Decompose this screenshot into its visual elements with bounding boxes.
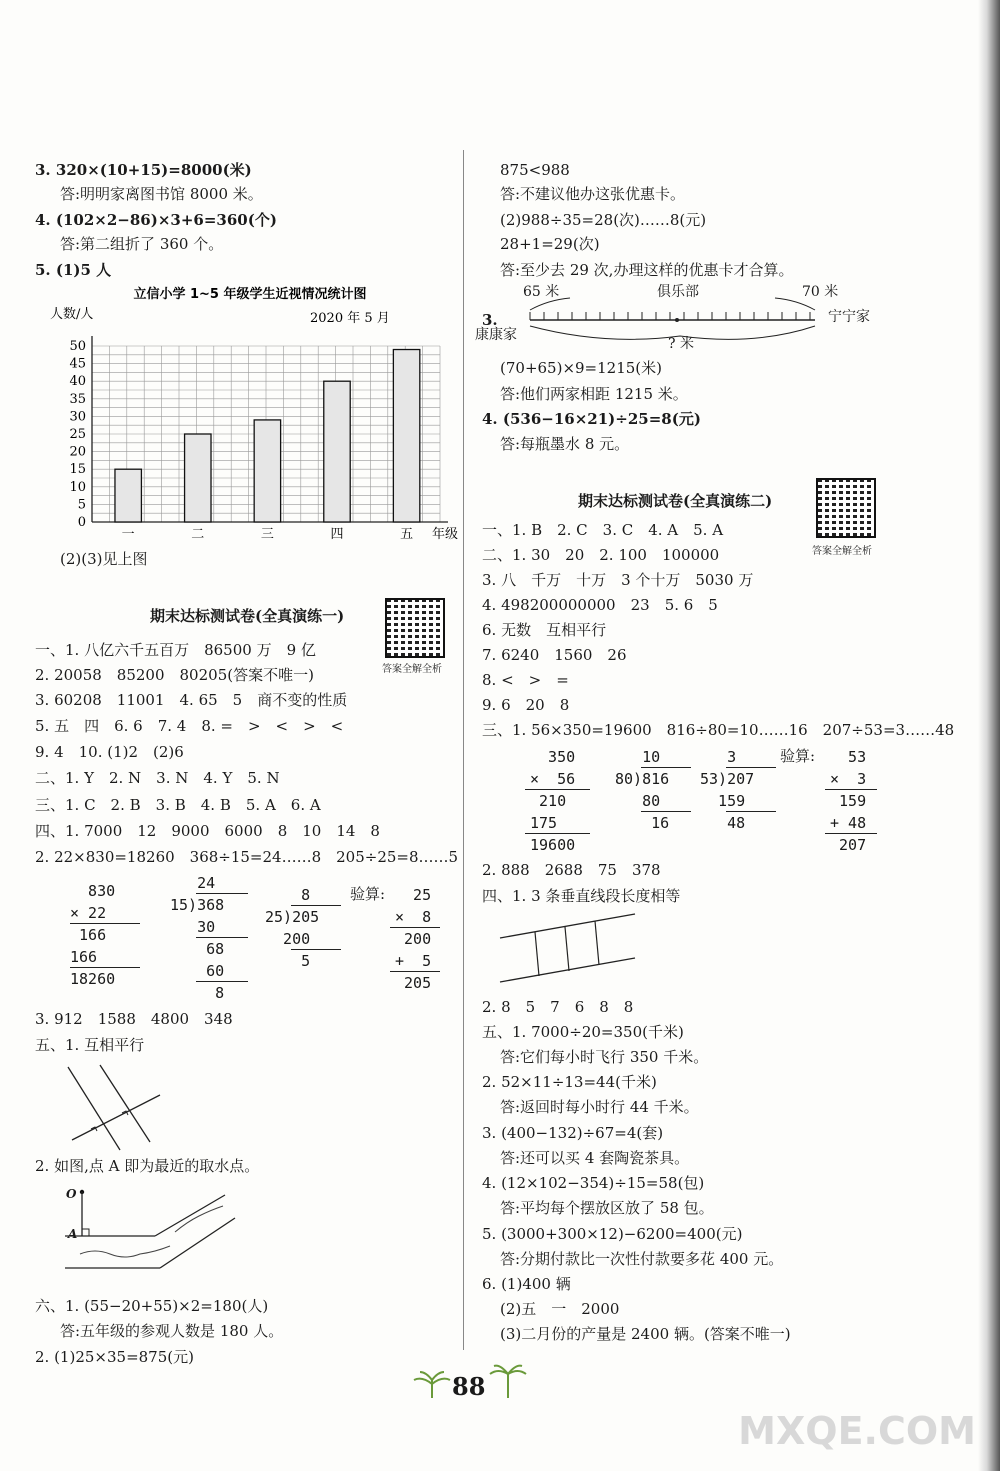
answer-line: 答:明明家离图书馆 8000 米。 xyxy=(60,185,263,203)
answer-line: 28+1=29(次) xyxy=(500,235,600,253)
place-label: 康康家 xyxy=(475,327,517,343)
vertical-calc: 8 25)205 200 5 xyxy=(265,886,320,970)
distance-label: 65 米 xyxy=(523,284,560,300)
answer-line: (2)五 一 2000 xyxy=(500,1300,620,1318)
calc-rule xyxy=(825,833,877,834)
answer-line: 3. (400−132)÷67=4(套) xyxy=(482,1124,664,1142)
calc-rule xyxy=(525,789,590,790)
answer-line: 9. 4 10. (1)2 (2)6 xyxy=(35,743,184,761)
answer-line: 答:分期付款比一次性付款要多花 400 元。 xyxy=(500,1250,784,1268)
y-tick-label: 5 xyxy=(77,497,86,513)
answer-line: 7. 6240 1560 26 xyxy=(482,646,627,664)
chart-date: 2020 年 5 月 xyxy=(310,311,390,326)
answer-line: 5. (1)5 人 xyxy=(35,261,112,279)
answer-line: 3. 320×(10+15)=8000(米) xyxy=(35,161,252,179)
answer-line: 答:第二组折了 360 个。 xyxy=(60,235,224,253)
vertical-calc: 3 53)207 159 48 xyxy=(700,748,755,832)
answer-line: 2. 8 5 7 6 8 8 xyxy=(482,998,634,1016)
answer-line: 6. 无数 互相平行 xyxy=(482,621,607,639)
vertical-calc: 53 × 3 159 + 48 207 xyxy=(830,748,867,854)
answer-line: 2. 22×830=18260 368÷15=24……8 205÷25=8……5 xyxy=(35,848,459,866)
answer-line: 答:平均每个摆放区放了 58 包。 xyxy=(500,1199,714,1217)
distance-label: ? 米 xyxy=(668,336,694,352)
answer-line: 5. 五 四 6. 6 7. 4 8. = > < > < xyxy=(35,717,344,735)
vertical-calc: 830 × 22 166 166 18260 xyxy=(70,882,116,988)
section-title: 期末达标测试卷(全真演练二) xyxy=(578,492,773,510)
answer-line: 2. 888 2688 75 378 xyxy=(482,861,661,879)
answer-line: 答:他们两家相距 1215 米。 xyxy=(500,385,688,403)
answer-line: 8. < > = xyxy=(482,671,569,689)
answer-line: 五、1. 7000÷20=350(千米) xyxy=(482,1023,684,1041)
qr-caption: 答案全解全析 xyxy=(812,546,872,557)
calc-rule xyxy=(196,981,248,982)
calc-rule xyxy=(390,971,440,972)
answer-line: (2)(3)见上图 xyxy=(60,550,148,568)
answer-line: 答:每瓶墨水 8 元。 xyxy=(500,435,630,453)
answer-line: 答:还可以买 4 套陶瓷茶具。 xyxy=(500,1149,690,1167)
answer-line: (70+65)×9=1215(米) xyxy=(500,359,663,377)
y-tick-label: 15 xyxy=(69,462,86,478)
answer-line: 三、1. C 2. B 3. B 4. B 5. A 6. A xyxy=(35,796,321,814)
calc-rule xyxy=(196,893,248,894)
bar xyxy=(393,350,419,522)
answer-line: 3. 八 千万 十万 3 个十万 5030 万 xyxy=(482,571,754,589)
column-divider xyxy=(463,150,464,1350)
palm-decoration-icon xyxy=(488,1364,528,1400)
answer-line: 2. 52×11÷13=44(千米) xyxy=(482,1073,657,1091)
calc-rule xyxy=(70,923,140,924)
answer-line: 一、1. B 2. C 3. C 4. A 5. A xyxy=(482,521,724,539)
bar xyxy=(324,381,350,522)
calc-check-label: 验算: xyxy=(350,885,386,903)
calc-rule xyxy=(525,833,590,834)
x-tick-label: 二 xyxy=(191,527,205,542)
y-tick-label: 25 xyxy=(69,427,86,442)
answer-line: 答:五年级的参观人数是 180 人。 xyxy=(60,1322,284,1340)
bar-chart xyxy=(40,282,460,552)
page-number: 88 xyxy=(452,1372,486,1401)
place-label: 俱乐部 xyxy=(657,284,699,300)
answer-line: 三、1. 56×350=19600 816÷80=10……16 207÷53=3……48 xyxy=(482,721,955,739)
club-point xyxy=(675,318,679,322)
chart-title: 立信小学 1~5 年级学生近视情况统计图 xyxy=(133,287,367,302)
section-title: 期末达标测试卷(全真演练一) xyxy=(150,607,345,625)
answer-line: 2. (1)25×35=875(元) xyxy=(35,1348,194,1366)
answer-line: 四、1. 7000 12 9000 6000 8 10 14 8 xyxy=(35,822,380,840)
answer-line: 二、1. Y 2. N 3. N 4. Y 5. N xyxy=(35,769,280,787)
distance-label: 70 米 xyxy=(802,284,839,300)
parallel-lines-figure xyxy=(60,1062,170,1152)
calc-rule xyxy=(70,967,140,968)
calc-rule xyxy=(726,767,776,768)
y-tick-label: 0 xyxy=(77,515,86,530)
watermark: MXQE.COM xyxy=(738,1409,976,1453)
bar-chart-svg xyxy=(40,282,460,552)
y-tick-label: 40 xyxy=(69,374,86,390)
point-label: O xyxy=(66,1187,77,1201)
answer-line: 五、1. 互相平行 xyxy=(35,1036,145,1054)
answer-line: 4. (12×102−354)÷15=58(包) xyxy=(482,1174,705,1192)
x-axis-label: 年级 xyxy=(432,527,459,542)
answer-line: 4. (536−16×21)÷25=8(元) xyxy=(482,410,701,428)
vertical-calc: 350 × 56 210 175 19600 xyxy=(530,748,576,854)
y-tick-label: 30 xyxy=(69,409,86,425)
answer-line: 5. (3000+300×12)−6200=400(元) xyxy=(482,1225,743,1243)
answer-line: 四、1. 3 条垂直线段长度相等 xyxy=(482,887,681,905)
calc-check-label: 验算: xyxy=(780,747,816,765)
qr-caption: 答案全解全析 xyxy=(382,664,442,675)
answer-line: 3. 60208 11001 4. 65 5 商不变的性质 xyxy=(35,691,348,709)
vertical-calc: 24 15)368 30 68 60 8 xyxy=(170,874,225,1002)
x-tick-label: 五 xyxy=(400,527,414,542)
y-tick-label: 50 xyxy=(69,339,86,354)
y-tick-label: 10 xyxy=(69,479,86,495)
bar xyxy=(185,434,211,522)
calc-rule xyxy=(641,811,691,812)
answer-line: (2)988÷35=28(次)……8(元) xyxy=(500,211,707,229)
answer-line: 6. (1)400 辆 xyxy=(482,1275,571,1293)
answer-line: 一、1. 八亿六千五百万 86500 万 9 亿 xyxy=(35,641,316,659)
answer-line: 875<988 xyxy=(500,161,570,179)
calc-rule xyxy=(196,937,248,938)
y-axis-label: 人数/人 xyxy=(50,307,94,322)
answer-line: 9. 6 20 8 xyxy=(482,696,570,714)
answer-line: 二、1. 30 20 2. 100 100000 xyxy=(482,546,720,564)
y-tick-label: 45 xyxy=(69,356,86,372)
calc-rule xyxy=(291,905,341,906)
y-tick-label: 35 xyxy=(69,391,86,407)
calc-rule xyxy=(825,789,877,790)
perpendicular-segments-figure xyxy=(495,910,645,990)
x-tick-label: 四 xyxy=(330,527,344,542)
answer-line: 答:不建议他办这张优惠卡。 xyxy=(500,185,686,203)
answer-line: 答:它们每小时飞行 350 千米。 xyxy=(500,1048,709,1066)
vertical-calc: 25 × 8 200 + 5 205 xyxy=(395,886,432,992)
page-edge-shadow xyxy=(978,0,1000,1471)
answer-line: 2. 如图,点 A 即为最近的取水点。 xyxy=(35,1157,260,1175)
qr-code-icon xyxy=(816,478,876,538)
point-label: A xyxy=(68,1227,78,1241)
water-point-figure xyxy=(60,1180,240,1275)
qr-code-icon xyxy=(385,598,445,658)
answer-line: 答:至少去 29 次,办理这样的优惠卡才合算。 xyxy=(500,261,794,279)
answer-line: 六、1. (55−20+55)×2=180(人) xyxy=(35,1297,269,1315)
answer-line: 2. 20058 85200 80205(答案不唯一) xyxy=(35,666,314,684)
question-number: 3. xyxy=(482,311,498,329)
x-tick-label: 一 xyxy=(121,527,135,542)
calc-rule xyxy=(390,927,440,928)
answer-line: 4. (102×2−86)×3+6=360(个) xyxy=(35,211,277,229)
y-tick-label: 20 xyxy=(69,444,86,460)
calc-rule xyxy=(291,949,341,950)
answer-line: 4. 498200000000 23 5. 6 5 xyxy=(482,596,718,614)
place-label: 宁宁家 xyxy=(828,309,870,325)
x-tick-label: 三 xyxy=(260,527,274,542)
answer-line: (3)二月份的产量是 2400 辆。(答案不唯一) xyxy=(500,1325,791,1343)
vertical-calc: 10 80)816 80 16 xyxy=(615,748,670,832)
bar xyxy=(254,420,280,522)
bar xyxy=(115,469,141,522)
plant-decoration-icon xyxy=(412,1370,452,1400)
answer-line: 3. 912 1588 4800 348 xyxy=(35,1010,233,1028)
answer-line: 答:返回时每小时行 44 千米。 xyxy=(500,1098,699,1116)
calc-rule xyxy=(641,767,691,768)
calc-rule xyxy=(726,811,776,812)
